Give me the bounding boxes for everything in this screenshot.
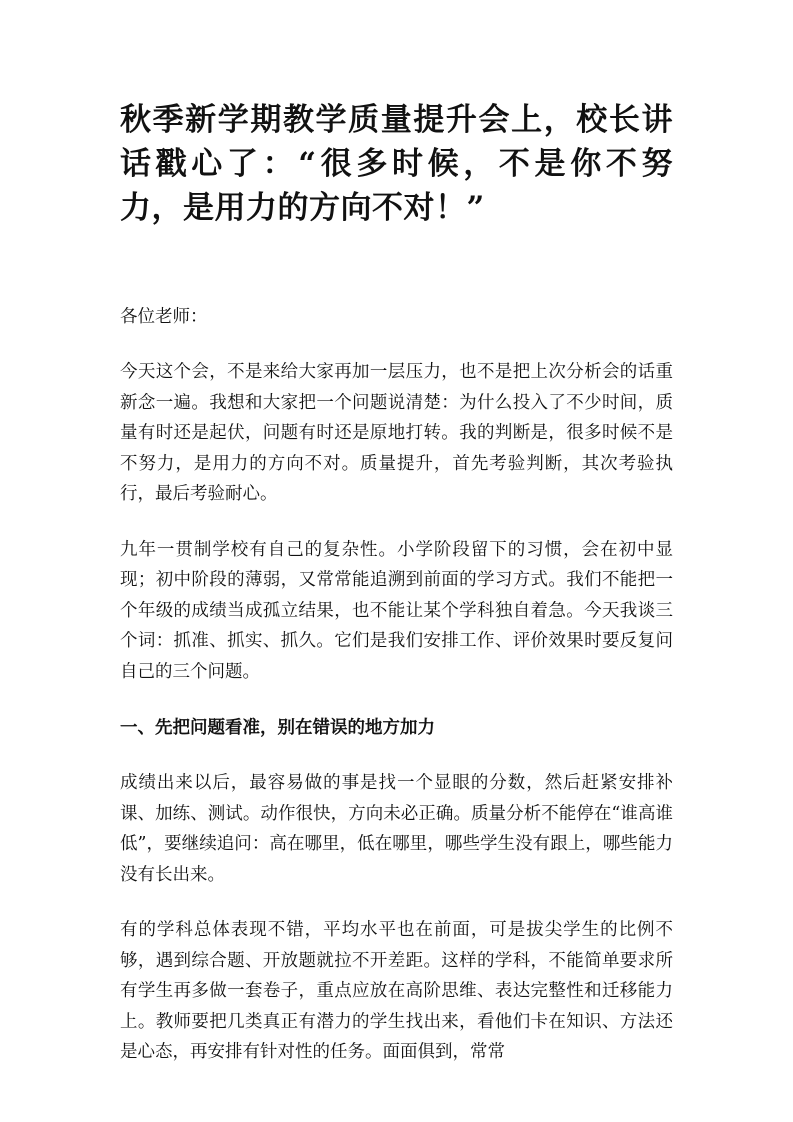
- body-paragraph: 九年一贯制学校有自己的复杂性。小学阶段留下的习惯，会在初中显现；初中阶段的薄弱，又常常能追溯到前面的学习方式。我们不能把一个年级的成绩当成孤立结果，也不能让某个学科独自着急。今天我谈三个词：抓准、抓实、抓久。它们是我们安排工作、评价效果时要反复问自己的三个问题。: [120, 539, 673, 682]
- section-paragraph: 有的学科总体表现不错，平均水平也在前面，可是拔尖学生的比例不够，遇到综合题、开放题就拉不开差距。这样的学科，不能简单要求所有学生再多做一套卷子，重点应放在高阶思维、表达完整性和迁移能力上。教师要把几类真正有潜力的学生找出来，看他们卡在知识、方法还是心态，再安排有针对性的任务。面面俱到，常常: [120, 920, 673, 1062]
- section-paragraph: 成绩出来以后，最容易做的事是找一个显眼的分数，然后赶紧安排补课、加练、测试。动作很快，方向未必正确。质量分析不能停在“谁高谁低”，要继续追问：高在哪里，低在哪里，哪些学生没有跟上，哪些能力没有长出来。: [120, 773, 673, 885]
- greeting: 各位老师：: [120, 307, 208, 327]
- document-title: 秋季新学期教学质量提升会上，校长讲话戳心了：“很多时候，不是你不努力，是用力的方向不对！”: [120, 102, 673, 226]
- section-heading: 一、先把问题看准，别在错误的地方加力: [120, 718, 435, 738]
- body-paragraph: 今天这个会，不是来给大家再加一层压力，也不是把上次分析会的话重新念一遍。我想和大家把一个问题说清楚：为什么投入了不少时间，质量有时还是起伏，问题有时还是原地打转。我的判断是，很多时候不是不努力，是用力的方向不对。质量提升，首先考验判断，其次考验执行，最后考验耐心。: [120, 362, 673, 504]
